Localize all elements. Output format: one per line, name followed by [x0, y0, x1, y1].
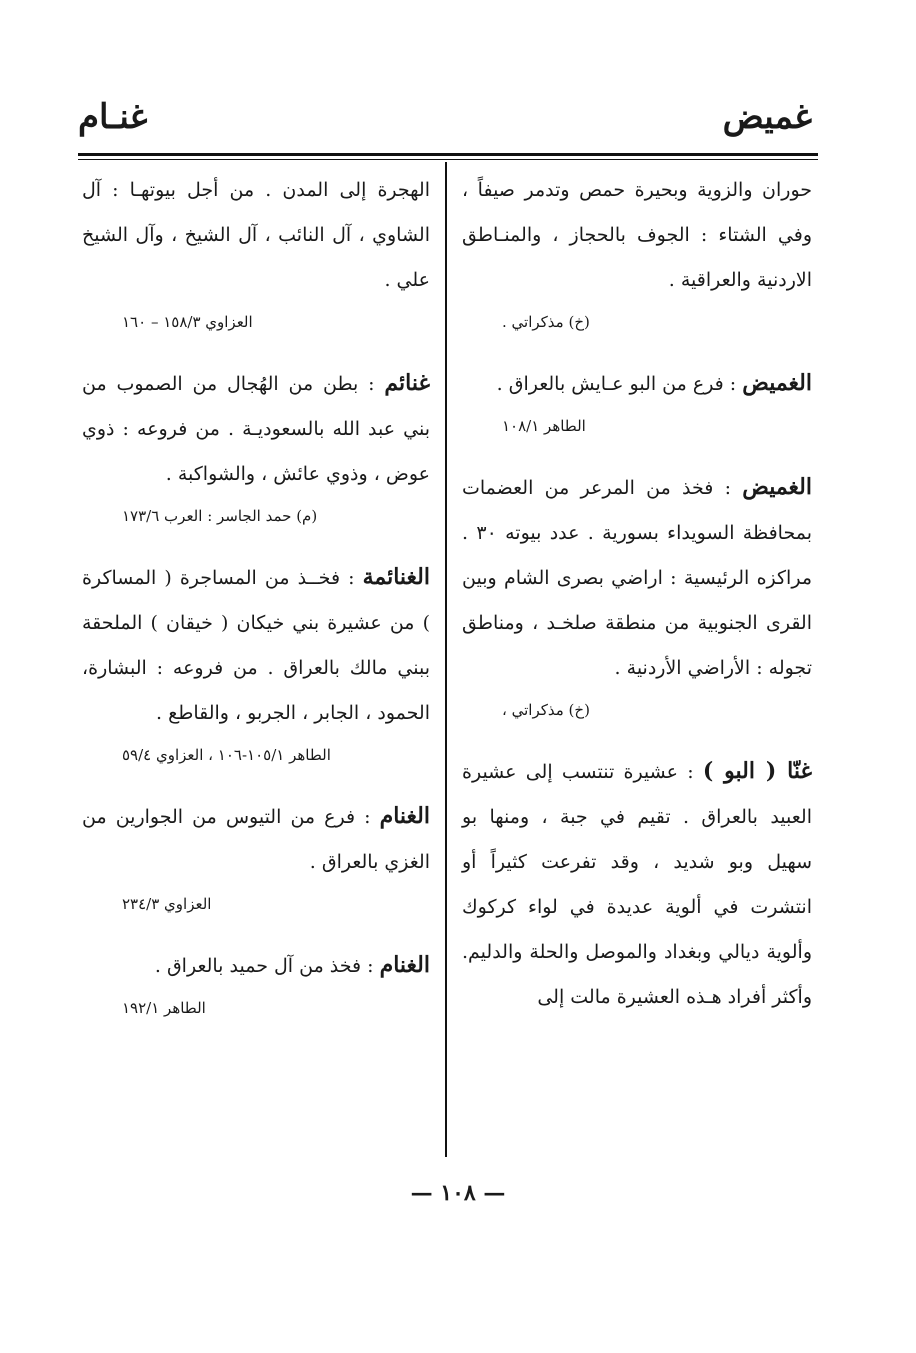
entry-source: (خ) مذكراتي .: [502, 313, 590, 331]
entry-body: [462, 361, 812, 407]
page-number: — ١٠٨ —: [410, 1180, 506, 1206]
entry-source: الطاهر ١٠٨/١: [502, 417, 586, 435]
entry-source: العزاوي ٢٣٤/٣: [122, 895, 212, 913]
entry-gap: [82, 770, 430, 794]
entry: [462, 361, 812, 465]
entry: [82, 794, 430, 943]
entry-text: حوران والزوية وبحيرة حمص وتدمر صيفاً ، وفي الشتاء : الجوف بالحجاز ، والمنـاطق الاردنية والعراقية .: [462, 179, 812, 291]
entry-gap: [462, 337, 812, 361]
entry-source: العزاوي ١٥٨/٣ – ١٦٠: [122, 313, 253, 331]
running-header-right: غميض: [722, 97, 812, 137]
entry-body: [462, 465, 812, 691]
entry-text: : فرع من البو عـايش بالعراق .: [496, 373, 743, 395]
entry-body: [82, 794, 430, 885]
entry-body: [82, 361, 430, 497]
entry-gap: [462, 441, 812, 465]
entry-headword: الغنام: [379, 803, 430, 829]
entry-headword: غنّا ( البو ): [702, 758, 812, 784]
entry-headword: الغميض: [742, 474, 812, 500]
entry-source: (خ) مذكراتي ،: [502, 701, 590, 719]
entry-text: : بطن من الهُجال من الصموب من بني عبد الله بالسعوديـة . من فروعه : ذوي عوض ، وذوي عائش ، والشواكبة .: [82, 373, 430, 485]
entry-headword: الغنام: [379, 952, 430, 978]
header-rule-thick: [78, 153, 818, 156]
running-header-left: غنـام: [78, 97, 148, 137]
entry-body: [82, 555, 430, 736]
entry-text: : فرع من التيوس من الجوارين من الغزي بالعراق .: [82, 806, 430, 873]
column-divider: [445, 162, 447, 1157]
right-column: [462, 168, 812, 1020]
entry-headword: غنائم: [384, 370, 430, 396]
entry-text: الهجرة إلى المدن . من أجل بيوتهـا : آل الشاوي ، آل النائب ، آل الشيخ ، وآل الشيخ علي .: [82, 179, 430, 291]
entry: [82, 943, 430, 1047]
entry: [462, 465, 812, 749]
entry-body: [82, 943, 430, 989]
entry-gap: [82, 919, 430, 943]
entry: [462, 749, 812, 1020]
entry-gap: [82, 531, 430, 555]
header-rule-thin: [78, 159, 818, 160]
entry: [82, 168, 430, 361]
entry-source: الطاهر ١٠٥/١-١٠٦ ، العزاوي ٥٩/٤: [122, 746, 331, 764]
entry-source: (م) حمد الجاسر : العرب ١٧٣/٦: [122, 507, 318, 525]
entry-text: : عشيرة تنتسب إلى عشيرة العبيد بالعراق . تقيم في جبة ، ومنها بو سهيل وبو شديد ، وقد تفرعت كثيراً أو انتشرت في ألوية عديدة في لواء كركوك وألوية ديالي وبغداد والموصل والحلة والدليم. وأكثر أفراد هـذه العشيرة مالت إلى: [462, 761, 812, 1008]
entry-text: : فخذ من المرعر من العضمات بمحافظة السويداء بسورية . عدد بيوته ٣٠ . مراكزه الرئيسية : اراضي بصرى الشام وبين القرى الجنوبية من منطقة صلخـد ، ومناطق تجوله : الأراضي الأردنية .: [462, 477, 812, 679]
entry-headword: الغنائمة: [362, 564, 430, 590]
entry: [82, 361, 430, 555]
entry-body: [82, 168, 430, 303]
entry-body: [462, 168, 812, 303]
entry-gap: [462, 725, 812, 749]
entry: [462, 168, 812, 361]
entry-headword: الغميض: [742, 370, 812, 396]
entry-body: [462, 749, 812, 1020]
entry-text: : فخــذ من المساجرة ( المساكرة ) من عشيرة بني خيكان ( خيقان ) الملحقة ببني مالك بالعراق . من فروعه : البشارة، الحمود ، الجابر ، الجربو ، والقاطع .: [82, 567, 430, 724]
entry-source: الطاهر ١٩٢/١: [122, 999, 206, 1017]
entry-gap: [82, 1023, 430, 1047]
entry: [82, 555, 430, 794]
entry-gap: [82, 337, 430, 361]
entry-text: : فخذ من آل حميد بالعراق .: [154, 955, 380, 977]
left-column: [82, 168, 430, 1047]
